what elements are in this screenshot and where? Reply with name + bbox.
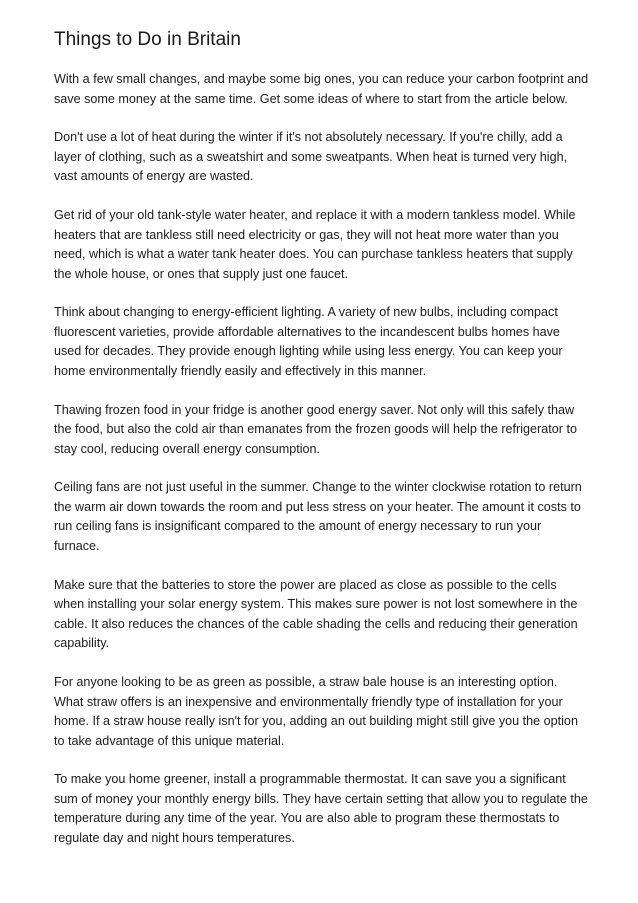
paragraph-heat: Don't use a lot of heat during the winter if it's not absolutely necessary. If you're chilly, add a layer of clothing, such as a sweatshirt and some sweatpants. When heat is turned very high, vast amounts of energy are wasted. bbox=[54, 130, 568, 184]
paragraph-straw-bale: For anyone looking to be as green as possible, a straw bale house is an interesting option. What straw offers is an inexpensive and environmentally friendly type of installation for your home. If a straw house really isn't for you, adding an out building might still give you the option to take advantage of this unique material. bbox=[54, 675, 578, 748]
paragraph-ceiling-fans: Ceiling fans are not just useful in the summer. Change to the winter clockwise rotation to return the warm air down towards the room and put less stress on your heater. The amount it costs to run ceiling fans is insignificant compared to the amount of energy necessary to run your furnace. bbox=[54, 480, 582, 553]
page-title: Things to Do in Britain bbox=[54, 29, 241, 50]
paragraph-solar-batteries: Make sure that the batteries to store the power are placed as close as possible to the cells when installing your solar energy system. This makes sure power is not lost somewhere in the cable. It also reduces the chances of the cable shading the cells and reducing their generation capability. bbox=[54, 577, 578, 651]
paragraph-intro: With a few small changes, and maybe some big ones, you can reduce your carbon footprint and save some money at the same time. Get some ideas of where to start from the article below. bbox=[54, 72, 589, 106]
paragraph-frozen-food: Thawing frozen food in your fridge is another good energy saver. Not only will this safely thaw the food, but also the cold air than emanates from the frozen goods will help the refrigerator to stay cool, reducing overall energy consumption. bbox=[54, 402, 577, 456]
document-page bbox=[54, 27, 590, 868]
paragraph-thermostat: To make you home greener, install a programmable thermostat. It can save you a significant sum of money your monthly energy bills. They have certain setting that allow you to regulate the temperature during any time of the year. You are also able to program these thermostats to regulate day and night hours temperatures. bbox=[54, 772, 588, 845]
paragraph-water-heater: Get rid of your old tank-style water heater, and replace it with a modern tankless model. While heaters that are tankless still need electricity or gas, they will not heat more water than you need, which is what a water tank heater does. You can purchase tankless heaters that supply the whole house, or ones that supply just one faucet. bbox=[54, 208, 576, 281]
paragraph-lighting: Think about changing to energy-efficient lighting. A variety of new bulbs, including compact fluorescent varieties, provide affordable alternatives to the incandescent bulbs homes have used for decades. They provide enough lighting while using less energy. You can keep your home environmentally friendly easily and effectively in this manner. bbox=[54, 305, 563, 378]
